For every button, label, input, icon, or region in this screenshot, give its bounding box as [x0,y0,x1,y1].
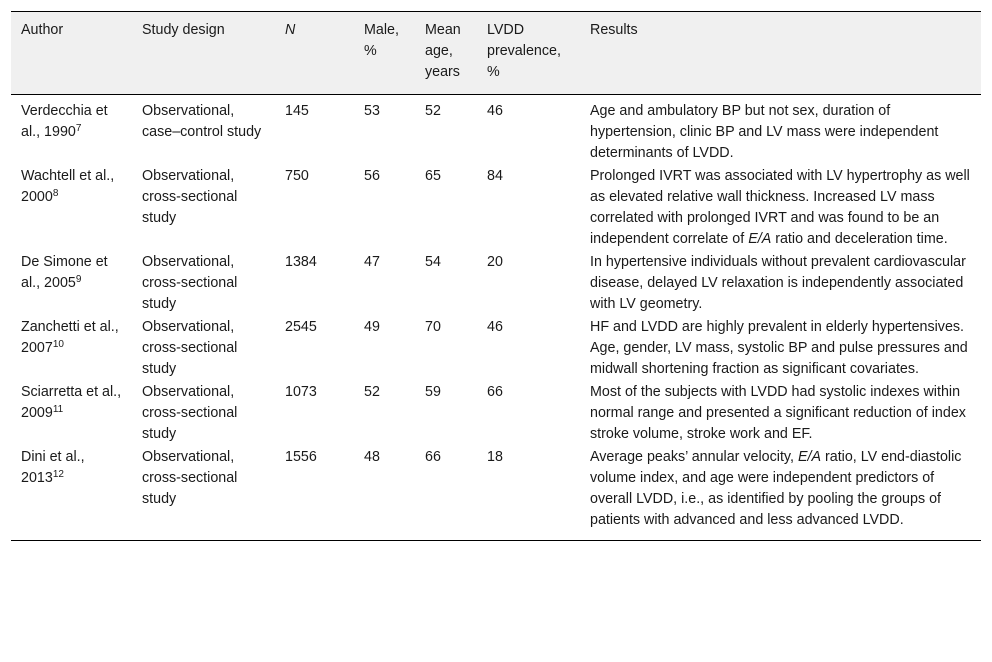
author-text: Zanchetti et al., 2007 [21,319,119,356]
cell-mean-age: 65 [425,168,441,184]
cell-mean-age: 66 [425,449,441,465]
results-text: Average peaks’ annular velocity, [590,449,798,465]
cell-author [11,166,132,252]
author-text: Verdecchia et al., 1990 [21,103,108,140]
cell-n: 750 [285,168,309,184]
cell-mean-age: 54 [425,254,441,270]
cell-results [580,447,981,541]
cell-n: 1384 [285,254,317,270]
cell-lvdd-prevalence: 18 [487,449,503,465]
table-container [11,11,981,541]
author-text: Dini et al., 2013 [21,449,85,486]
results-italic-term: E/A [797,449,822,465]
reference-number: 12 [52,469,64,480]
cell-lvdd-prevalence: 66 [487,384,503,400]
header-results: Results [590,22,638,38]
reference-number: 9 [75,274,82,285]
cell-author [11,447,132,541]
cell-mean-age: 59 [425,384,441,400]
reference-number: 11 [52,404,64,415]
table-row [11,317,981,382]
results-text: ratio and deceleration time. [771,231,948,247]
cell-n: 1073 [285,384,317,400]
cell-n: 1556 [285,449,317,465]
cell-author [11,382,132,447]
cell-n: 2545 [285,319,317,335]
table-row [11,166,981,252]
table-row [11,447,981,541]
cell-study-design: Observational, cross-sectional study [142,254,238,312]
cell-male: 49 [364,319,380,335]
results-text: Prolonged IVRT was associated with LV hypertrophy as well as elevated relative wall thickness. Increased LV mass correlated with prolonged IVRT and was found to be an independent correlate of [590,168,970,247]
cell-study-design: Observational, cross-sectional study [142,384,238,442]
cell-lvdd-prevalence: 20 [487,254,503,270]
header-n-text: N [285,22,296,38]
cell-male: 56 [364,168,380,184]
cell-study-design: Observational, cross-sectional study [142,449,238,507]
header-male: Male, % [364,22,399,59]
cell-male: 47 [364,254,380,270]
header-lvdd-prevalence: LVDD prevalence, % [487,22,561,80]
results-text: ratio, LV end-diastolic volume index, and age were independent predictors of overall LVDD, i.e., as identified by pooling the groups of patients with advanced and less advanced LVDD. [590,449,962,528]
cell-study-design: Observational, cross-sectional study [142,168,238,226]
cell-mean-age: 52 [425,103,441,119]
author-text: Wachtell et al., 2000 [21,168,115,205]
cell-male: 52 [364,384,380,400]
cell-male: 53 [364,103,380,119]
cell-lvdd-prevalence: 84 [487,168,503,184]
cell-study-design: Observational, cross-sectional study [142,319,238,377]
header-study-design: Study design [142,22,225,38]
cell-lvdd-prevalence: 46 [487,319,503,335]
cell-author [11,95,132,167]
cell-lvdd-prevalence: 46 [487,103,503,119]
cell-mean-age: 70 [425,319,441,335]
cell-results [580,166,981,252]
reference-number: 8 [52,188,59,199]
table-row [11,252,981,317]
studies-table [11,11,981,541]
cell-results: HF and LVDD are highly prevalent in elderly hypertensives. Age, gender, LV mass, systolic BP and pulse pressures and midwall shortening fraction as significant covariates. [590,319,968,377]
cell-study-design: Observational, case–control study [142,103,262,140]
cell-author [11,317,132,382]
table-header-row [11,12,981,95]
cell-male: 48 [364,449,380,465]
results-italic-term: E/A [748,231,772,247]
table-row [11,95,981,167]
reference-number: 7 [75,123,82,134]
cell-author [11,252,132,317]
cell-n: 145 [285,103,309,119]
header-author: Author [21,22,64,38]
author-text: De Simone et al., 2005 [21,254,108,291]
cell-results: Most of the subjects with LVDD had systolic indexes within normal range and presented a significant reduction of index stroke volume, stroke work and EF. [590,384,966,442]
header-mean-age: Mean age, years [425,22,461,80]
table-row [11,382,981,447]
reference-number: 10 [52,339,64,350]
cell-results: In hypertensive individuals without prevalent cardiovascular disease, delayed LV relaxation is independently associated with LV geometry. [590,254,966,312]
author-text: Sciarretta et al., 2009 [21,384,122,421]
cell-results: Age and ambulatory BP but not sex, duration of hypertension, clinic BP and LV mass were independent determinants of LVDD. [590,103,939,161]
header-n [275,12,354,95]
